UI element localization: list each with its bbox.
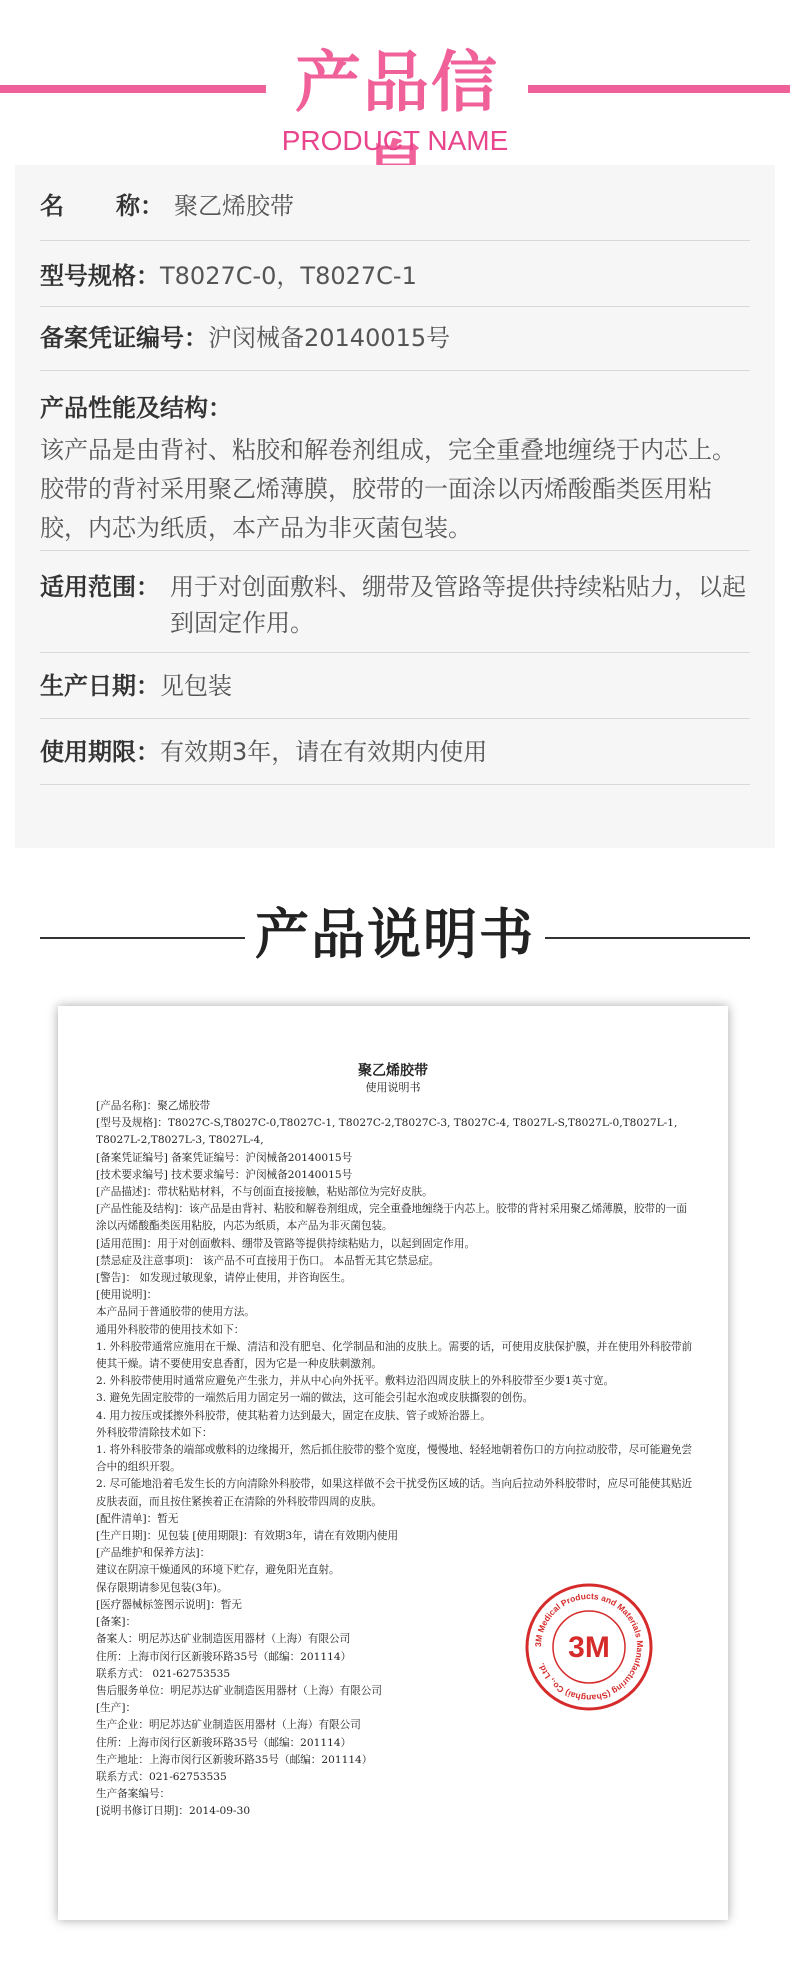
scope-label: 适用范围： (40, 573, 160, 601)
manual-line: 住所：上海市闵行区新骏环路35号（邮编：201114） (96, 1736, 352, 1749)
info-row-expiry (40, 719, 750, 785)
manual-line: 通用外科胶带的使用技术如下： (96, 1323, 245, 1336)
manual-section-title: 产品说明书 (255, 903, 535, 966)
manual-line: [技术要求编号] 技术要求编号：沪闵械备20140015号 (96, 1168, 353, 1181)
info-row-production-date (40, 653, 750, 719)
manual-line: 住所：上海市闵行区新骏环路35号（邮编：201114） (96, 1650, 352, 1663)
name-label-b: 称： (116, 192, 164, 220)
manual-rule-right (545, 937, 750, 939)
product-info-subtitle: PRODUCT NAME (281, 125, 509, 156)
manual-line: 建议在阴凉干燥通风的环境下贮存，避免阳光直射。 (96, 1564, 340, 1577)
manual-line: 4. 用力按压或揉擦外科胶带，使其粘着力达到最大，固定在皮肤、管子或矫治器上。 (96, 1409, 491, 1422)
expiry-label: 使用期限： (40, 738, 160, 766)
performance-value: 该产品是由背衬、粘胶和解卷剂组成，完全重叠地缠绕于内芯上。胶带的背衬采用聚乙烯薄膜，胶带的一面涂以丙烯酸酯类医用粘胶，内芯为纸质，本产品为非灭菌包装。 (40, 436, 736, 542)
header-rule-left (0, 85, 266, 93)
manual-document (58, 1006, 728, 1920)
name-value: 聚乙烯胶带 (174, 192, 294, 220)
manual-line: [备案凭证编号] 备案凭证编号：沪闵械备20140015号 (96, 1151, 353, 1164)
manual-line: 生产备案编号： (96, 1788, 171, 1801)
manual-line: 备案人：明尼苏达矿业制造医用器材（上海）有限公司 (96, 1633, 351, 1646)
manual-line: [产品维护和保养方法]： (96, 1547, 211, 1560)
manual-line: [使用说明]： (96, 1289, 158, 1302)
manual-line: [产品描述]：带状粘贴材料，不与创面直接接触，粘贴部位为完好皮肤。 (96, 1186, 433, 1199)
seal-3m-logo: 3M (568, 1631, 610, 1664)
manual-doc-subtitle: 使用说明书 (365, 1081, 421, 1094)
product-info-panel (15, 165, 775, 848)
info-row-scope (40, 551, 750, 653)
info-row-name (40, 183, 750, 241)
manual-line: [产品性能及结构]：该产品是由背衬、粘胶和解卷剂组成，完全重叠地缠绕于内芯上。胶带的背衬采用聚乙烯薄膜，胶带的一面涂以丙烯酸酯类医用粘胶，内芯为纸质，本产品为非灭菌包装。 (96, 1203, 687, 1233)
manual-doc-title: 聚乙烯胶带 (358, 1063, 428, 1079)
registration-value: 沪闵械备20140015号 (208, 324, 451, 352)
performance-label: 产品性能及结构： (40, 394, 232, 422)
manual-line: [生产日期]：见包装 [使用期限]：有效期3年，请在有效期内使用 (96, 1530, 399, 1543)
info-row-model (40, 241, 750, 307)
manual-line: 联系方式： 021-62753535 (96, 1667, 231, 1680)
expiry-value: 有效期3年，请在有效期内使用 (160, 738, 488, 766)
manual-line: 生产地址：上海市闵行区新骏环路35号（邮编：201114） (96, 1753, 373, 1766)
production-date-value: 见包装 (160, 672, 232, 700)
manual-line: [产品名称]：聚乙烯胶带 (96, 1100, 211, 1112)
manual-line: 2. 外科胶带使用时通常应避免产生张力，并从中心向外抚平。敷料边沿四周皮肤上的外科胶带至少要1英寸宽。 (96, 1375, 615, 1388)
manual-line: 售后服务单位：明尼苏达矿业制造医用器材（上海）有限公司 (96, 1684, 383, 1697)
manual-line: 1. 将外科胶带条的端部或敷料的边缘揭开，然后抓住胶带的整个宽度，慢慢地、轻轻地朝着伤口的方向拉动胶带，尽可能避免尝合中的组织开裂。 (96, 1444, 693, 1474)
manual-line: 2. 尽可能地沿着毛发生长的方向清除外科胶带，如果这样做不会干扰受伤区域的话。当向后拉动外科胶带时，应尽可能使其贴近皮肤表面，而且按住紧挨着正在清除的外科胶带四周的皮肤。 (96, 1478, 693, 1508)
manual-line: [备案]： (96, 1616, 137, 1629)
header-rule-right (528, 85, 790, 93)
product-info-header (0, 0, 790, 165)
product-info-title: 产品信 (295, 44, 499, 121)
company-seal (523, 1581, 655, 1713)
manual-line: 保存限期请参见包装(3年)。 (96, 1581, 228, 1594)
info-row-performance (40, 371, 750, 551)
manual-line: [配件清单]：暂无 (96, 1512, 179, 1525)
manual-line: [医疗器械标签图示说明]：暂无 (96, 1598, 242, 1611)
manual-line: 1. 外科胶带通常应施用在干燥、清洁和没有肥皂、化学制品和油的皮肤上。需要的话，可使用皮肤保护膜，并在使用外科胶带前使其干燥。请不要使用安息香酊，因为它是一种皮肤刺激剂。 (96, 1340, 693, 1371)
manual-line: [警告]： 如发现过敏现象，请停止使用，并咨询医生。 (96, 1272, 352, 1285)
manual-line: 本产品同于普通胶带的使用方法。 (96, 1306, 255, 1319)
manual-line: [说明书修订日期]：2014-09-30 (96, 1805, 251, 1818)
manual-line: [适用范围]：用于对创面敷料、绷带及管路等提供持续粘贴力，以起到固定作用。 (96, 1237, 476, 1250)
manual-line: [型号及规格]：T8027C-S,T8027C-0,T8027C-1, T8027C-2,T8027C-3, T8027C-4, T8027L-S,T8027L-0,T8027L-1, T8027L-2,T8027L-3, T8027L-4, (96, 1117, 678, 1147)
manual-line: [禁忌症及注意事项]： 该产品不可直接用于伤口。 本品暂无其它禁忌症。 (96, 1254, 440, 1267)
scope-value: 用于对创面敷料、绷带及管路等提供持续粘贴力，以起到固定作用。 (170, 573, 746, 637)
model-value: T8027C-0，T8027C-1 (160, 262, 417, 290)
registration-label: 备案凭证编号： (40, 324, 208, 352)
info-row-registration (40, 307, 750, 371)
production-date-label: 生产日期： (40, 672, 160, 700)
manual-line: 联系方式：021-62753535 (96, 1770, 227, 1783)
manual-line: 外科胶带清除技术如下： (96, 1426, 213, 1439)
name-label-a: 名 (40, 192, 64, 220)
manual-line: 3. 避免先固定胶带的一端然后用力固定另一端的做法，这可能会引起水泡或皮肤撕裂的创伤。 (96, 1392, 534, 1405)
manual-line: [生产]： (96, 1702, 137, 1715)
manual-line: 生产企业：明尼苏达矿业制造医用器材（上海）有限公司 (96, 1719, 361, 1732)
seal-ring-text: 3M Medical Products and Materials Manufacturing (Shanghai) Co., Ltd. (532, 1590, 646, 1704)
model-label: 型号规格： (40, 262, 160, 290)
